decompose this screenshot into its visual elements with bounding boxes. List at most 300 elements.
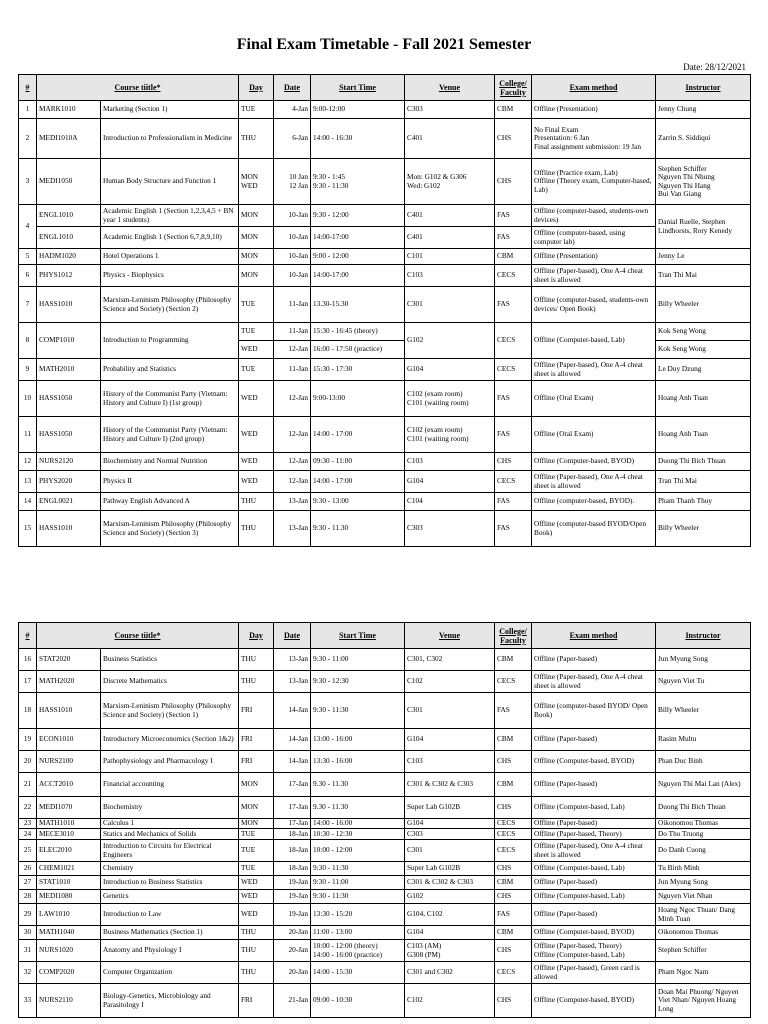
table-cell: 19-Jan xyxy=(274,876,311,890)
table-cell: Discrete Mathematics xyxy=(101,671,239,693)
table-cell: MEDI1080 xyxy=(37,890,101,904)
table-cell: Offline (Computer-based, BYOD) xyxy=(532,926,656,940)
table-row xyxy=(19,381,751,417)
table-cell: MON xyxy=(239,773,274,797)
table-cell: Hoang Anh Tuan xyxy=(656,381,751,417)
table-cell: CECS xyxy=(495,359,532,381)
table-cell: Oikonomou Thomas xyxy=(656,926,751,940)
table-cell: Offline (Paper-based) xyxy=(532,773,656,797)
table-cell: Offline (Computer-based, Lab) xyxy=(532,797,656,819)
column-header: Date xyxy=(274,75,311,101)
column-header: Venue xyxy=(405,75,495,101)
table-cell: FRI xyxy=(239,729,274,751)
table-cell: 14:00 - 17:00 xyxy=(311,471,405,493)
table-cell: 20-Jan xyxy=(274,962,311,984)
table-cell: 14:00-17:00 xyxy=(311,265,405,287)
table-cell: FAS xyxy=(495,205,532,227)
table-cell: 12-Jan xyxy=(274,341,311,359)
table-row xyxy=(19,159,751,205)
table-cell: Billy Wheeler xyxy=(656,693,751,729)
table-cell: 13-Jan xyxy=(274,671,311,693)
table-cell: 17 xyxy=(19,671,37,693)
table-cell: Marketing (Section 1) xyxy=(101,101,239,119)
table-cell: Offline (Computer-based, Lab) xyxy=(532,890,656,904)
table-cell: 9.30 - 11.30 xyxy=(311,797,405,819)
table-row xyxy=(19,962,751,984)
table-cell: Duong Thi Bich Thuan xyxy=(656,797,751,819)
table-cell: 17-Jan xyxy=(274,819,311,829)
table-row xyxy=(19,797,751,819)
table-row xyxy=(19,751,751,773)
table-cell: Hotel Operations 1 xyxy=(101,249,239,265)
column-header: Day xyxy=(239,75,274,101)
table-cell: 2 xyxy=(19,119,37,159)
table-cell: 3 xyxy=(19,159,37,205)
table-cell: 6-Jan xyxy=(274,119,311,159)
table-cell: Offline (Paper-based), One A-4 cheat sheet is allowed xyxy=(532,359,656,381)
column-header: Start Time xyxy=(311,623,405,649)
table-cell: 10-Jan xyxy=(274,205,311,227)
table-row xyxy=(19,819,751,829)
table-row xyxy=(19,904,751,926)
table-cell: 12-Jan xyxy=(274,471,311,493)
table-cell: TUE xyxy=(239,862,274,876)
table-cell: Offline (Oral Exam) xyxy=(532,381,656,417)
table-cell: FRI xyxy=(239,984,274,1018)
table-cell: History of the Communist Party (Vietnam: History and Culture I) (1st group) xyxy=(101,381,239,417)
table-cell: NURS2110 xyxy=(37,984,101,1018)
table-cell: Jenny Chung xyxy=(656,101,751,119)
table-cell: CBM xyxy=(495,729,532,751)
table-cell: G102 xyxy=(405,323,495,359)
table-cell: WED xyxy=(239,471,274,493)
table-cell: C303 xyxy=(405,829,495,840)
table-cell: 25 xyxy=(19,840,37,862)
table-cell: MATH1010 xyxy=(37,819,101,829)
table-cell: Introduction to Circuits for Electrical Engineers xyxy=(101,840,239,862)
table-cell: FAS xyxy=(495,493,532,511)
table-cell: 29 xyxy=(19,904,37,926)
table-cell: STAT2020 xyxy=(37,649,101,671)
table-row xyxy=(19,287,751,323)
table-cell: Phan Duc Binh xyxy=(656,751,751,773)
table-cell: Offline (Computer-based, BYOD) xyxy=(532,984,656,1018)
table-cell: Jun Myung Song xyxy=(656,649,751,671)
table-cell: THU xyxy=(239,926,274,940)
table-cell: 14-Jan xyxy=(274,729,311,751)
column-header: College/ Faculty xyxy=(495,623,532,649)
table-cell: CHS xyxy=(495,159,532,205)
table-header-1 xyxy=(19,75,751,101)
table-cell: 10-Jan xyxy=(274,227,311,249)
table-cell: 9:00-13:00 xyxy=(311,381,405,417)
table-cell: 13-Jan xyxy=(274,649,311,671)
table-row xyxy=(19,227,751,249)
table-cell: Tran Thi Mai xyxy=(656,471,751,493)
table-row xyxy=(19,940,751,962)
table-cell: Introduction to Business Statistics xyxy=(101,876,239,890)
table-cell: 10:00 - 12:00 xyxy=(311,840,405,862)
document-date: Date: 28/12/2021 xyxy=(683,62,746,72)
table-cell: 17-Jan xyxy=(274,773,311,797)
table-cell: TUE xyxy=(239,359,274,381)
table-cell: ENGL1010 xyxy=(37,227,101,249)
table-cell: Biochemistry xyxy=(101,797,239,819)
table-cell: Academic English 1 (Section 1,2,3,4,5 + BN year 1 students) xyxy=(101,205,239,227)
table-cell: Introduction to Professionalism in Medicine xyxy=(101,119,239,159)
table-cell: TUE xyxy=(239,323,274,341)
table-cell: Kok Seng Wong xyxy=(656,341,751,359)
table-row xyxy=(19,984,751,1018)
table-cell: FAS xyxy=(495,417,532,453)
table-cell: MON xyxy=(239,227,274,249)
table-cell: C104 xyxy=(405,493,495,511)
table-cell: 14-Jan xyxy=(274,751,311,773)
table-cell: Offline (computer-based BYOD/Open Book) xyxy=(532,511,656,547)
table-cell: C401 xyxy=(405,227,495,249)
table-cell: Nguyen Viet Tu xyxy=(656,671,751,693)
table-cell: ACCT2010 xyxy=(37,773,101,797)
table-cell: CBM xyxy=(495,926,532,940)
table-cell: 13:30 - 16:00 xyxy=(311,751,405,773)
table-cell: Pathway English Advanced A xyxy=(101,493,239,511)
table-cell: 10:00 - 12:00 (theory) 14:00 - 16:00 (practice) xyxy=(311,940,405,962)
table-cell: Biochemistry and Normal Nutrition xyxy=(101,453,239,471)
table-row xyxy=(19,453,751,471)
table-cell: MON xyxy=(239,249,274,265)
table-cell: Human Body Structure and Function 1 xyxy=(101,159,239,205)
page-title: Final Exam Timetable - Fall 2021 Semester xyxy=(236,36,532,53)
table-cell: Offline (Computer-based, Lab) xyxy=(532,323,656,359)
table-cell: TUE xyxy=(239,287,274,323)
table-cell: THU xyxy=(239,119,274,159)
table-cell: 15:30 - 16:45 (theory) xyxy=(311,323,405,341)
table-cell: 9 xyxy=(19,359,37,381)
column-header: Instructor xyxy=(656,623,751,649)
table-cell: HASS1010 xyxy=(37,287,101,323)
table-cell: Offline (computer-based, using computer lab) xyxy=(532,227,656,249)
table-row xyxy=(19,649,751,671)
table-cell: 11-Jan xyxy=(274,287,311,323)
table-cell: COMP2020 xyxy=(37,962,101,984)
table-cell: 31 xyxy=(19,940,37,962)
table-cell: Offline (Paper-based) xyxy=(532,819,656,829)
column-header: Course tiitle* xyxy=(37,623,239,649)
table-cell: Super Lab G102B xyxy=(405,862,495,876)
table-cell: 18 xyxy=(19,693,37,729)
table-cell: MECE3010 xyxy=(37,829,101,840)
table-cell: MEDI1010A xyxy=(37,119,101,159)
table-cell: CECS xyxy=(495,840,532,862)
table-cell: CECS xyxy=(495,671,532,693)
table-cell: Jenny Le xyxy=(656,249,751,265)
table-cell: Introductory Microeconomics (Section 1&2) xyxy=(101,729,239,751)
table-cell: COMP1010 xyxy=(37,323,101,359)
table-cell: 7 xyxy=(19,287,37,323)
table-cell: Academic English 1 (Section 6,7,8,9,10) xyxy=(101,227,239,249)
table-cell: History of the Communist Party (Vietnam: History and Culture I) (2nd group) xyxy=(101,417,239,453)
table-cell: 9.30 - 11.30 xyxy=(311,773,405,797)
table-cell: 14:00 - 15:30 xyxy=(311,962,405,984)
table-cell: THU xyxy=(239,671,274,693)
table-cell: CECS xyxy=(495,819,532,829)
table-cell: FRI xyxy=(239,751,274,773)
table-cell: THU xyxy=(239,511,274,547)
exam-timetable-part-2 xyxy=(18,622,751,1018)
table-cell: Chemistry xyxy=(101,862,239,876)
table-cell: C103 xyxy=(405,453,495,471)
table-cell: G102 xyxy=(405,890,495,904)
table-cell: Computer Organization xyxy=(101,962,239,984)
exam-timetable-part-1 xyxy=(18,74,751,547)
table-row xyxy=(19,265,751,287)
table-cell: C102 xyxy=(405,984,495,1018)
table-row xyxy=(19,876,751,890)
table-cell: 20-Jan xyxy=(274,940,311,962)
table-cell: Biology-Genetics, Microbiology and Parasitology I xyxy=(101,984,239,1018)
table-cell: WED xyxy=(239,417,274,453)
table-cell: Introduction to Law xyxy=(101,904,239,926)
table-cell: Le Duy Dzung xyxy=(656,359,751,381)
table-row xyxy=(19,773,751,797)
table-cell: CECS xyxy=(495,323,532,359)
table-cell: Nguyen Viet Nhan xyxy=(656,890,751,904)
table-cell: Offline (Presentation) xyxy=(532,101,656,119)
table-cell: C101 xyxy=(405,249,495,265)
table-cell: 33 xyxy=(19,984,37,1018)
table-cell: Mon: G102 & G306 Wed: G102 xyxy=(405,159,495,205)
table-cell: HASS1010 xyxy=(37,693,101,729)
table-cell: Pathophysiology and Pharmacology I xyxy=(101,751,239,773)
table-cell: Offline (Paper-based, Theory) Offline (Computer-based, Lab) xyxy=(532,940,656,962)
table-cell: C103 (AM) G308 (PM) xyxy=(405,940,495,962)
column-header: # xyxy=(19,623,37,649)
table-cell: 15 xyxy=(19,511,37,547)
table-cell: THU xyxy=(239,649,274,671)
table-cell: TUE xyxy=(239,840,274,862)
table-cell: 21-Jan xyxy=(274,984,311,1018)
table-cell: Offline (computer-based BYOD/ Open Book) xyxy=(532,693,656,729)
table-cell: Offline (Practice exam, Lab) Offline (Theory exam, Computer-based, Lab) xyxy=(532,159,656,205)
table-cell: WED xyxy=(239,890,274,904)
table-cell: FRI xyxy=(239,693,274,729)
table-body-1 xyxy=(19,101,751,547)
table-cell: Pham Thanh Thuy xyxy=(656,493,751,511)
table-cell: Offline (computer-based, students-own devices/ Open Book) xyxy=(532,287,656,323)
table-cell: Stephen Schiffer Nguyen Thi Nhung Nguyen Thi Hang Bui Van Giang xyxy=(656,159,751,205)
table-cell: FAS xyxy=(495,511,532,547)
table-cell: ENGL0021 xyxy=(37,493,101,511)
table-cell: 4 xyxy=(19,205,37,249)
table-cell: WED xyxy=(239,904,274,926)
table-cell: CECS xyxy=(495,265,532,287)
table-cell: Calculus 1 xyxy=(101,819,239,829)
table-cell: PHYS1012 xyxy=(37,265,101,287)
table-cell: TUE xyxy=(239,101,274,119)
table-cell: TUE xyxy=(239,829,274,840)
table-cell: ECON1010 xyxy=(37,729,101,751)
table-row xyxy=(19,323,751,341)
table-row xyxy=(19,840,751,862)
table-cell: 9:00-12:00 xyxy=(311,101,405,119)
table-cell: CHS xyxy=(495,797,532,819)
column-header: Instructor xyxy=(656,75,751,101)
table-cell: 11-Jan xyxy=(274,359,311,381)
table-row xyxy=(19,511,751,547)
table-cell: Super Lab G102B xyxy=(405,797,495,819)
table-cell: CHS xyxy=(495,940,532,962)
table-cell: G104 xyxy=(405,471,495,493)
table-cell: 9:30 - 11.30 xyxy=(311,511,405,547)
table-cell: C301 xyxy=(405,840,495,862)
table-cell: Rasim Multu xyxy=(656,729,751,751)
table-cell: THU xyxy=(239,962,274,984)
table-cell: 10-Jan xyxy=(274,265,311,287)
table-cell: 09:00 - 10:30 xyxy=(311,984,405,1018)
table-cell: C301 and C302 xyxy=(405,962,495,984)
table-cell: CHS xyxy=(495,890,532,904)
table-cell: FAS xyxy=(495,904,532,926)
table-cell: MON WED xyxy=(239,159,274,205)
table-cell: 4-Jan xyxy=(274,101,311,119)
column-header: Start Time xyxy=(311,75,405,101)
table-cell: Marxism-Leninism Philosophy (Philosophy Science and Society) (Section 2) xyxy=(101,287,239,323)
table-cell: C303 xyxy=(405,101,495,119)
table-row xyxy=(19,101,751,119)
table-cell: 9:30 - 11:00 xyxy=(311,649,405,671)
table-cell: Introduction to Programming xyxy=(101,323,239,359)
table-cell: 14:00 - 16:30 xyxy=(311,119,405,159)
table-cell: ENGL1010 xyxy=(37,205,101,227)
table-cell: C102 (exam room) C101 (waiting room) xyxy=(405,381,495,417)
table-cell: WED xyxy=(239,381,274,417)
table-cell: C301 xyxy=(405,287,495,323)
table-cell: CHS xyxy=(495,453,532,471)
table-cell: CBM xyxy=(495,876,532,890)
table-cell: 14 xyxy=(19,493,37,511)
table-cell: C301, C302 xyxy=(405,649,495,671)
table-cell: Offline (Paper-based), One A-4 cheat sheet is allowed xyxy=(532,671,656,693)
table-row xyxy=(19,926,751,940)
table-row xyxy=(19,471,751,493)
table-cell: MATH2010 xyxy=(37,359,101,381)
table-cell: Zarrin S. Siddiqui xyxy=(656,119,751,159)
table-cell: Hoang Ngoc Thuan/ Dang Minh Tuan xyxy=(656,904,751,926)
table-cell: Offline (Paper-based) xyxy=(532,649,656,671)
column-header: Exam method xyxy=(532,75,656,101)
table-row xyxy=(19,862,751,876)
table-cell: 13-Jan xyxy=(274,493,311,511)
table-cell: NURS2120 xyxy=(37,453,101,471)
table-cell: No Final Exam Presentation: 6 Jan Final assignment submission: 19 Jan xyxy=(532,119,656,159)
table-cell: 13-Jan xyxy=(274,511,311,547)
table-cell: Offline (Paper-based), One A-4 cheat sheet is allowed xyxy=(532,265,656,287)
table-cell: Physics - Biophysics xyxy=(101,265,239,287)
table-cell: Offline (Paper-based, Theory) xyxy=(532,829,656,840)
table-cell: Anatomy and Physiology I xyxy=(101,940,239,962)
table-cell: G104 xyxy=(405,729,495,751)
table-cell: CECS xyxy=(495,471,532,493)
table-cell: HASS1010 xyxy=(37,511,101,547)
table-cell: Billy Wheeler xyxy=(656,287,751,323)
table-cell: 13:30 - 15:20 xyxy=(311,904,405,926)
table-cell: 12-Jan xyxy=(274,417,311,453)
table-cell: Pham Ngoc Nam xyxy=(656,962,751,984)
table-cell: FAS xyxy=(495,381,532,417)
table-cell: FAS xyxy=(495,287,532,323)
table-cell: 26 xyxy=(19,862,37,876)
table-cell: CBM xyxy=(495,649,532,671)
table-cell: FAS xyxy=(495,693,532,729)
table-cell: MON xyxy=(239,265,274,287)
table-cell: 9:30 - 11:30 xyxy=(311,862,405,876)
table-cell: 30 xyxy=(19,926,37,940)
table-cell: 21 xyxy=(19,773,37,797)
table-row xyxy=(19,890,751,904)
table-row xyxy=(19,493,751,511)
table-cell: Kok Seng Wong xyxy=(656,323,751,341)
table-cell: 11 xyxy=(19,417,37,453)
table-cell: 10 Jan 12 Jan xyxy=(274,159,311,205)
table-cell: 12-Jan xyxy=(274,381,311,417)
table-cell: CHS xyxy=(495,862,532,876)
table-row xyxy=(19,693,751,729)
table-cell: 1 xyxy=(19,101,37,119)
table-cell: 5 xyxy=(19,249,37,265)
table-cell: CBM xyxy=(495,249,532,265)
table-row xyxy=(19,829,751,840)
table-cell: Offline (Computer-based, BYOD) xyxy=(532,453,656,471)
table-cell: PHYS2020 xyxy=(37,471,101,493)
table-cell: Offline (computer-based, BYOD). xyxy=(532,493,656,511)
column-header: # xyxy=(19,75,37,101)
table-cell: WED xyxy=(239,453,274,471)
table-cell: 11-Jan xyxy=(274,323,311,341)
table-cell: C301 & C302 & C303 xyxy=(405,876,495,890)
table-cell: THU xyxy=(239,493,274,511)
table-cell: 10:30 - 12:30 xyxy=(311,829,405,840)
table-cell: C102 (exam room) C101 (waiting room) xyxy=(405,417,495,453)
table-cell: 18-Jan xyxy=(274,829,311,840)
table-cell: 12 xyxy=(19,453,37,471)
table-cell: 9:30 - 1:45 9:30 - 11:30 xyxy=(311,159,405,205)
table-row xyxy=(19,729,751,751)
table-cell: 23 xyxy=(19,819,37,829)
table-cell: Offline (Paper-based), One A-4 cheat sheet is allowed xyxy=(532,840,656,862)
table-cell: CHEM1021 xyxy=(37,862,101,876)
table-cell: ELEC2010 xyxy=(37,840,101,862)
table-cell: MATH2020 xyxy=(37,671,101,693)
table-cell: Marxism-Leninism Philosophy (Philosophy Science and Society) (Section 1) xyxy=(101,693,239,729)
table-cell: Statics and Mechanics of Solids xyxy=(101,829,239,840)
table-cell: 20 xyxy=(19,751,37,773)
table-cell: HASS1050 xyxy=(37,417,101,453)
table-cell: Genetics xyxy=(101,890,239,904)
table-cell: 14:00 - 16:00 xyxy=(311,819,405,829)
table-cell: Offline (Computer-based, Lab) xyxy=(532,862,656,876)
table-cell: MATH1040 xyxy=(37,926,101,940)
table-cell: MON xyxy=(239,797,274,819)
table-cell: 8 xyxy=(19,323,37,359)
table-cell: Do Tho Truong xyxy=(656,829,751,840)
table-cell: Physics II xyxy=(101,471,239,493)
column-header: Date xyxy=(274,623,311,649)
table-cell: Probability and Statistics xyxy=(101,359,239,381)
table-body-2 xyxy=(19,649,751,1018)
table-cell: CBM xyxy=(495,101,532,119)
table-cell: 19-Jan xyxy=(274,890,311,904)
table-cell: Offline (Paper-based) xyxy=(532,876,656,890)
